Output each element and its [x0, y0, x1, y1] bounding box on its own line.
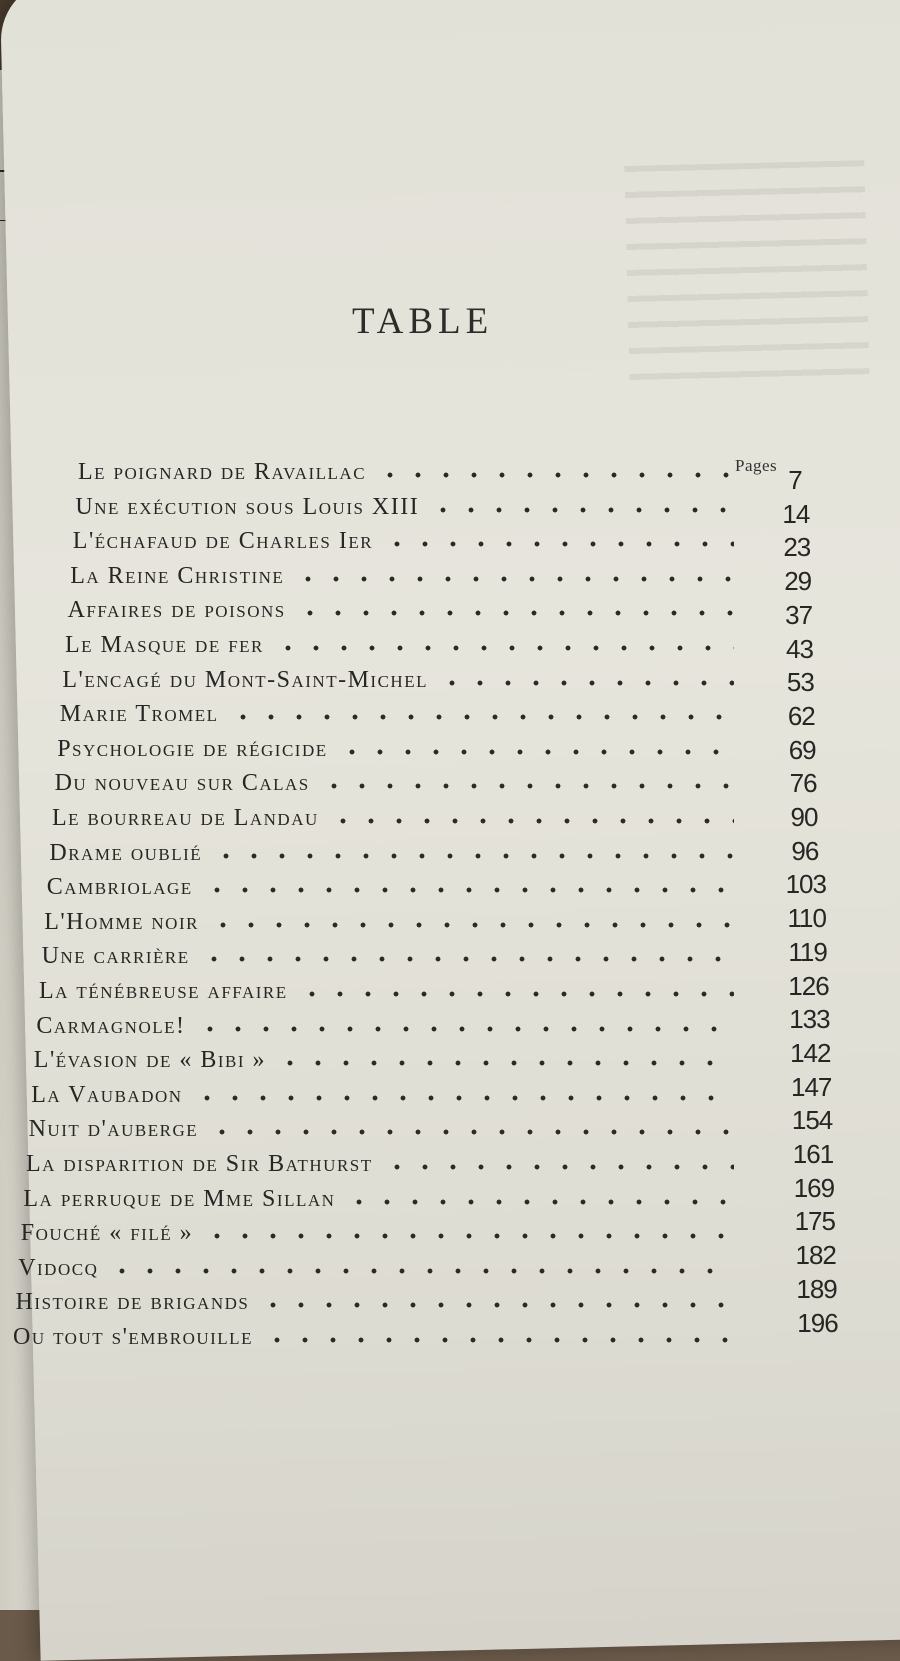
- toc-entry: [52, 798, 742, 832]
- dot-leader: [298, 991, 734, 997]
- toc-entry: [75, 487, 742, 521]
- page-number: 154: [791, 1105, 833, 1136]
- page-number: 189: [796, 1273, 837, 1304]
- page-number: 23: [783, 532, 811, 563]
- toc-entry-title: La ténébreuse affaire: [39, 978, 288, 1004]
- dot-leader: [259, 1302, 734, 1308]
- page-number: 161: [792, 1139, 834, 1169]
- dot-leader: [338, 749, 734, 755]
- toc-entry: [62, 660, 742, 694]
- dot-leader: [345, 1199, 734, 1205]
- toc-entry: [34, 1040, 742, 1074]
- dot-leader: [294, 576, 734, 582]
- page-number: 29: [784, 566, 812, 597]
- page-number: 175: [794, 1206, 835, 1237]
- toc-entry: [29, 1109, 742, 1143]
- toc-entry: [16, 1282, 742, 1316]
- page-number: 119: [788, 936, 827, 967]
- page-number: 14: [782, 498, 810, 529]
- toc-entry: [57, 729, 742, 763]
- page-title: TABLE: [352, 301, 494, 342]
- dot-leader: [208, 1129, 734, 1135]
- dot-leader: [296, 610, 734, 616]
- toc-entry-title: Le Masque de fer: [65, 632, 264, 658]
- page-number: 142: [790, 1037, 831, 1068]
- toc-entry-title: Nuit d'auberge: [28, 1116, 199, 1143]
- toc-entry: [70, 556, 742, 590]
- toc-entry-title: Vidocq: [18, 1254, 99, 1281]
- page-number: 133: [789, 1004, 830, 1035]
- page-number: 169: [793, 1172, 835, 1203]
- page-number: 110: [787, 903, 826, 934]
- dot-leader: [193, 1095, 734, 1101]
- toc-entry: [42, 936, 742, 970]
- page-number: 43: [786, 633, 813, 664]
- toc-entry-title: Le poignard de Ravaillac: [78, 459, 367, 485]
- toc-entry: [39, 971, 742, 1005]
- dot-leader: [274, 645, 734, 651]
- toc-entry: [78, 452, 742, 486]
- dot-leader: [108, 1268, 734, 1274]
- page-number: 7: [788, 465, 802, 495]
- toc-entry-title: Marie Tromel: [59, 701, 219, 728]
- toc-entry: [26, 1144, 742, 1178]
- toc-entry-title: Ou tout s'embrouille: [13, 1324, 253, 1350]
- toc-entry-title: Une exécution sous Louis XIII: [75, 493, 420, 520]
- page-number: 76: [789, 768, 817, 799]
- toc-entry: [65, 625, 742, 659]
- toc-entry-title: La perruque de Mme Sillan: [23, 1185, 336, 1212]
- toc-entry: [47, 867, 742, 901]
- toc-entry: [31, 1075, 742, 1109]
- toc-entry: [13, 1317, 742, 1351]
- toc-entry: [49, 833, 742, 867]
- page-number: 196: [797, 1307, 838, 1338]
- page-number: 53: [786, 667, 814, 698]
- toc-entry: [55, 763, 742, 797]
- pages-column-label: Pages: [735, 456, 778, 475]
- dot-leader: [376, 472, 734, 478]
- toc-entry-title: La disparition de Sir Bathurst: [26, 1151, 373, 1177]
- dot-leader: [203, 887, 734, 893]
- page-number: 69: [788, 734, 816, 765]
- page-number: 103: [785, 869, 826, 900]
- toc-entry-title: Carmagnole!: [36, 1012, 186, 1039]
- toc-entry-title: Affaires de poisons: [67, 597, 286, 624]
- toc-entry: [73, 521, 742, 555]
- toc-entry-title: Fouché « filé »: [20, 1220, 194, 1247]
- dot-leader: [263, 1337, 734, 1343]
- toc-entry: [23, 1179, 742, 1213]
- dot-leader: [209, 922, 734, 928]
- dot-leader: [383, 541, 734, 547]
- dot-leader: [276, 1060, 734, 1066]
- toc-entry: [21, 1213, 742, 1247]
- dot-leader: [329, 818, 734, 824]
- toc-entry: [18, 1248, 742, 1282]
- dot-leader: [320, 783, 734, 789]
- dot-leader: [196, 1026, 734, 1032]
- page-number: 37: [785, 599, 813, 630]
- dot-leader: [383, 1164, 734, 1170]
- toc-entry: [36, 1006, 742, 1040]
- toc-entry-title: La Vaubadon: [31, 1081, 183, 1108]
- toc-entry-title: Le bourreau de Landau: [52, 805, 319, 831]
- toc-entry-title: L'encagé du Mont-Saint-Michel: [62, 666, 428, 693]
- toc-entry: [60, 694, 742, 728]
- toc-entry-title: L'évasion de « Bibi »: [33, 1047, 267, 1074]
- toc-entry-title: Psychologie de régicide: [57, 735, 328, 762]
- dot-leader: [212, 853, 734, 859]
- page-number: 126: [788, 970, 829, 1001]
- toc-entry-title: L'échafaud de Charles Ier: [72, 528, 374, 555]
- page-number: 90: [790, 802, 818, 832]
- toc-entry-title: Drame oublié: [49, 839, 203, 866]
- page-number: 182: [795, 1240, 836, 1271]
- dot-leader: [200, 956, 734, 962]
- toc-entry-title: L'Homme noir: [44, 908, 199, 935]
- toc-entry-title: Une carrière: [41, 943, 190, 970]
- page-number: 96: [791, 835, 819, 866]
- toc-entry-title: Histoire de brigands: [15, 1289, 250, 1316]
- toc-entry-title: Cambriolage: [46, 874, 193, 901]
- show-through: [624, 160, 869, 386]
- page-number: 147: [790, 1071, 832, 1102]
- dot-leader: [203, 1233, 734, 1239]
- toc-entry: [44, 902, 742, 936]
- dot-leader: [438, 680, 734, 686]
- dot-leader: [429, 507, 734, 513]
- toc-entry-title: La Reine Christine: [70, 562, 285, 589]
- dot-leader: [229, 714, 734, 720]
- toc-entry-title: Du nouveau sur Calas: [54, 770, 310, 797]
- page-number: 62: [787, 700, 815, 731]
- toc-entry: [68, 590, 742, 624]
